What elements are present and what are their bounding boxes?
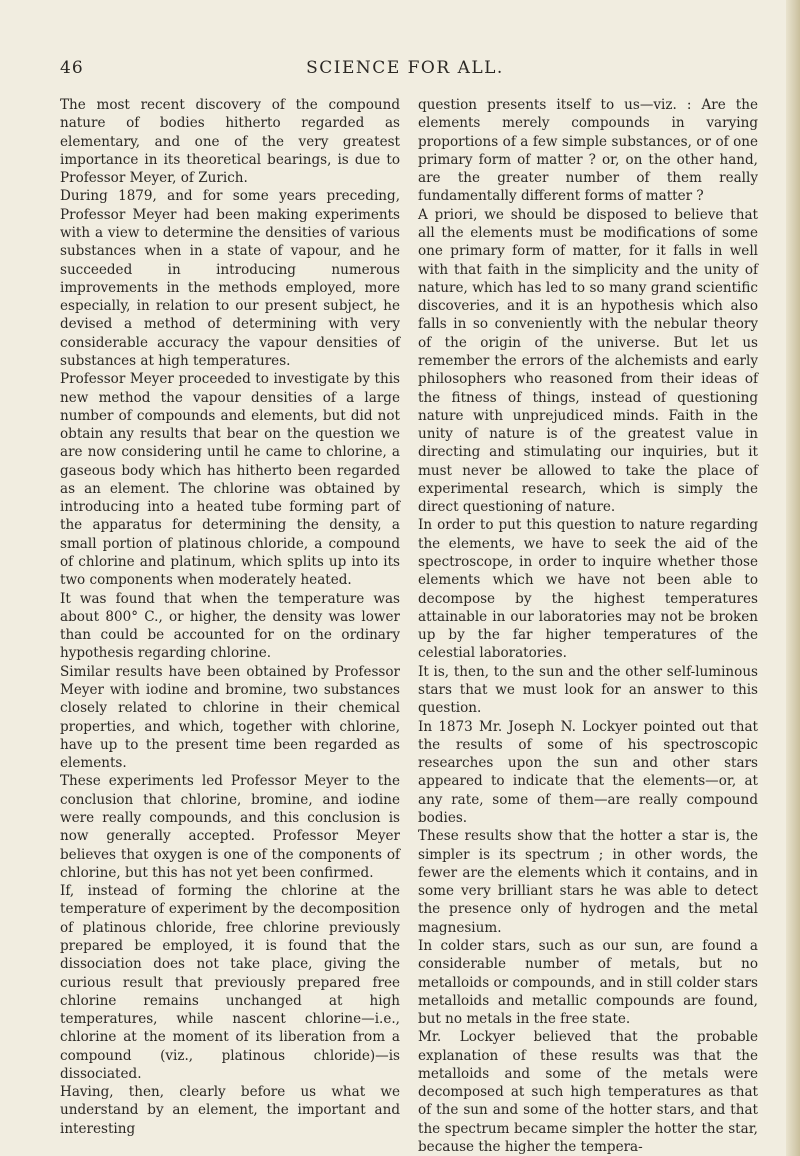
paragraph: It was found that when the temperature was about 800° C., or higher, the density was lower than could be accounted for on the ordinary hypothesis regarding chlorine.: [60, 590, 400, 662]
paragraph: In colder stars, such as our sun, are found a considerable number of metals, but no metalloids or compounds, and in still colder stars metalloids and metallic compounds are found, but no metals in the free state.: [418, 937, 758, 1028]
paragraph: These experiments led Professor Meyer to the conclusion that chlorine, bromine, and iodine were really compounds, and this conclusion is now generally accepted. Professor Meyer believes that oxygen is one of the components of chlorine, but this has not yet been confirmed.: [60, 773, 400, 881]
paragraph: These results show that the hotter a star is, the simpler is its spectrum ; in other words, the fewer are the elements which it contains, and in some very brilliant stars he was able to detect the presence only of hydrogen and the metal magnesium.: [418, 828, 758, 936]
running-title: SCIENCE FOR ALL.: [306, 58, 504, 78]
paragraph: In order to put this question to nature regarding the elements, we have to seek the aid of the spectroscope, in order to inquire whether those elements which we have not been able to decompose by the highest temperatures attainable in our laboratories may not be broken up by the far higher temperatures of the celestial laboratories.: [418, 517, 758, 662]
page-header: [52, 58, 758, 82]
paragraph: If, instead of forming the chlorine at the temperature of experiment by the decomposition of platinous chloride, free chlorine previously prepared be employed, it is found that the dissociation does not take place, giving the curious result that previously prepared free chlorine remains unchanged at high temperatures, while nascent chlorine—i.e., chlorine at the moment of its liberation from a compound (viz., platinous chloride)—is dissociated.: [60, 883, 400, 1082]
paragraph: Similar results have been obtained by Professor Meyer with iodine and bromine, two substances closely related to chlorine in their chemical properties, and which, together with chlorine, have up to the present time been regarded as elements.: [60, 663, 400, 772]
paragraph: During 1879, and for some years preceding, Professor Meyer had been making experiments with a view to determine the densities of various substances when in a state of vapour, and he succeeded in introducing numerous improvements in the methods employed, more especially, in relation to our present subject, he devised a method of determining with very considerable accuracy the vapour densities of substances at high temperatures.: [60, 188, 400, 369]
paragraph: Having, then, clearly before us what we understand by an element, the important and interesting: [60, 1084, 400, 1137]
left-column: [60, 96, 400, 1138]
page-number: 46: [60, 58, 84, 78]
paragraph: It is, then, to the sun and the other self-luminous stars that we must look for an answer to this question.: [418, 663, 758, 717]
paragraph: Professor Meyer proceeded to investigate by this new method the vapour densities of a large number of compounds and elements, but did not obtain any results that bear on the question we are now considering until he came to chlorine, a gaseous body which has hitherto been regarded as an element. The chlorine was obtained by introducing into a heated tube forming part of the apparatus for determining the density, a small portion of platinous chloride, a compound of chlorine and platinum, which splits up into its two components when moderately heated.: [60, 371, 400, 589]
paragraph: The most recent discovery of the compound nature of bodies hitherto regarded as elementary, and one of the very greatest importance in its theoretical bearings, is due to Professor Meyer, of Zurich.: [60, 97, 400, 187]
page-edge-shadow: [786, 0, 800, 1156]
paragraph: In 1873 Mr. Joseph N. Lockyer pointed out that the results of some of his spectroscopic researches upon the sun and other stars appeared to indicate that the elements—or, at any rate, some of them—are really compound bodies.: [418, 718, 758, 826]
paragraph: question presents itself to us—viz. : Are the elements merely compounds in varying proportions of a few simple substances, or of one primary form of matter ? or, on the other hand, are the greater number of them really fundamentally different forms of matter ?: [418, 97, 758, 205]
paragraph: Mr. Lockyer believed that the probable explanation of these results was that the metalloids and some of the metals were decomposed at such high temperatures as that of the sun and some of the hotter stars, and that the spectrum became simpler the hotter the star, because the higher the tempera-: [418, 1029, 758, 1156]
paragraph: A priori, we should be disposed to believe that all the elements must be modifications of some one primary form of matter, for it falls in well with that faith in the simplicity and the unity of nature, which has led to so many grand scientific discoveries, and it is an hypothesis which also falls in so conveniently with the nebular theory of the origin of the universe. But let us remember the errors of the alchemists and early philosophers who reasoned from their ideas of the fitness of things, instead of questioning nature with unprejudiced minds. Faith in the unity of nature is of the greatest value in directing and stimulating our inquiries, but it must never be allowed to take the place of experimental research, which is simply the direct questioning of nature.: [418, 206, 758, 516]
right-column: [418, 96, 758, 1156]
